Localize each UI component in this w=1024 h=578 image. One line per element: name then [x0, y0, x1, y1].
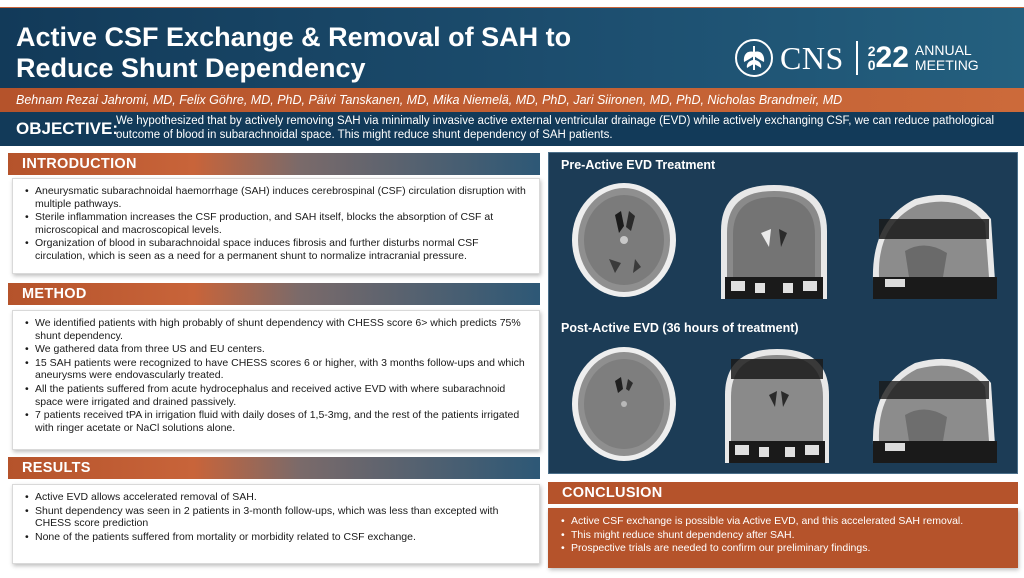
- list-item: • Prospective trials are needed to confirm our preliminary findings.: [561, 542, 1009, 555]
- list-item: • Organization of blood in subarachnoidal space induces fibrosis and further disturbs normal CSF circulation, which is seen as a need for a permanent shunt to normalize intracranial pressure.: [25, 237, 531, 262]
- ct-image-panel: [548, 152, 1018, 474]
- logo-divider: [856, 41, 858, 75]
- method-card: [12, 310, 540, 450]
- post-axial-ct-scan: [569, 345, 679, 463]
- logo-brand: CNS: [780, 39, 844, 76]
- pre-axial-ct-scan: [569, 181, 679, 299]
- list-item: • We identified patients with high probably of shunt dependency with CHESS score 6> which predicts 75% shunt dependency.: [25, 317, 531, 342]
- method-heading: METHOD: [8, 283, 540, 305]
- post-treatment-label: Post-Active EVD (36 hours of treatment): [561, 321, 799, 335]
- logo-year: 22: [875, 41, 909, 74]
- post-sagittal-ct-scan: [865, 345, 1001, 463]
- conclusion-heading: CONCLUSION: [548, 482, 1018, 504]
- objective-bar: [0, 112, 1024, 146]
- list-item: • 7 patients received tPA in irrigation fluid with daily doses of 1,5-3mg, and the rest of the patients irrigated with ringer acetate or NaCl solutions alone.: [25, 409, 531, 434]
- pre-sagittal-ct-scan: [865, 181, 1001, 299]
- authors-line: Behnam Rezai Jahromi, MD, Felix Göhre, MD, PhD, Päivi Tanskanen, MD, Mika Niemelä, MD, PhD, Jari Siironen, MD, PhD, Nicholas Brandmeir, MD: [0, 88, 1024, 112]
- list-item: • All the patients suffered from acute hydrocephalus and received active EVD with where subarachnoid space were irrigated and drained passively.: [25, 383, 531, 408]
- title-line-1: Active CSF Exchange & Removal of SAH to: [16, 22, 572, 52]
- cns-emblem-icon: [734, 38, 774, 78]
- results-list: [13, 485, 539, 543]
- post-coronal-ct-scan: [717, 345, 837, 463]
- results-card: [12, 484, 540, 564]
- poster-header: [0, 8, 1024, 88]
- logo-year-prefix: 2 0: [867, 43, 876, 73]
- list-item: • We gathered data from three US and EU centers.: [25, 343, 531, 356]
- cns-logo: [734, 38, 979, 78]
- objective-label: OBJECTIVE:: [16, 119, 119, 138]
- objective-text: We hypothesized that by actively removing SAH via minimally invasive active external ventricular drainage (EVD) while actively exchanging CSF, we can reduce pathological outcome of blood in subarachnoidal space. This might reduce shunt dependency of SAH patients.: [116, 115, 995, 141]
- introduction-heading: INTRODUCTION: [8, 153, 540, 175]
- logo-meeting: ANNUAL MEETING: [914, 42, 979, 73]
- conclusion-list: [549, 509, 1017, 555]
- list-item: • This might reduce shunt dependency after SAH.: [561, 529, 1009, 542]
- list-item: • Aneurysmatic subarachnoidal haemorrhage (SAH) induces cerebrospinal (CSF) circulation disruption with multiple pathways.: [25, 185, 531, 210]
- list-item: • Sterile inflammation increases the CSF production, and SAH itself, blocks the absorption of CSF at microscopical and macroscopical levels.: [25, 211, 531, 236]
- pre-treatment-label: Pre-Active EVD Treatment: [561, 158, 716, 172]
- list-item: • Shunt dependency was seen in 2 patients in 3-month follow-ups, which was less than excepted with CHESS score prediction: [25, 505, 531, 530]
- pre-coronal-ct-scan: [711, 181, 837, 299]
- list-item: • None of the patients suffered from mortality or morbidity related to CSF exchange.: [25, 531, 531, 544]
- title-line-2: Reduce Shunt Dependency: [16, 53, 366, 83]
- conclusion-card: [548, 508, 1018, 568]
- introduction-card: [12, 178, 540, 274]
- introduction-list: [13, 179, 539, 263]
- list-item: • 15 SAH patients were recognized to have CHESS scores 6 or higher, with 3 months follow-ups and which aneurysms were endovascularly treated.: [25, 357, 531, 382]
- list-item: • Active EVD allows accelerated removal of SAH.: [25, 491, 531, 504]
- poster-title: [16, 22, 656, 84]
- method-list: [13, 311, 539, 434]
- results-heading: RESULTS: [8, 457, 540, 479]
- list-item: • Active CSF exchange is possible via Active EVD, and this accelerated SAH removal.: [561, 515, 1009, 528]
